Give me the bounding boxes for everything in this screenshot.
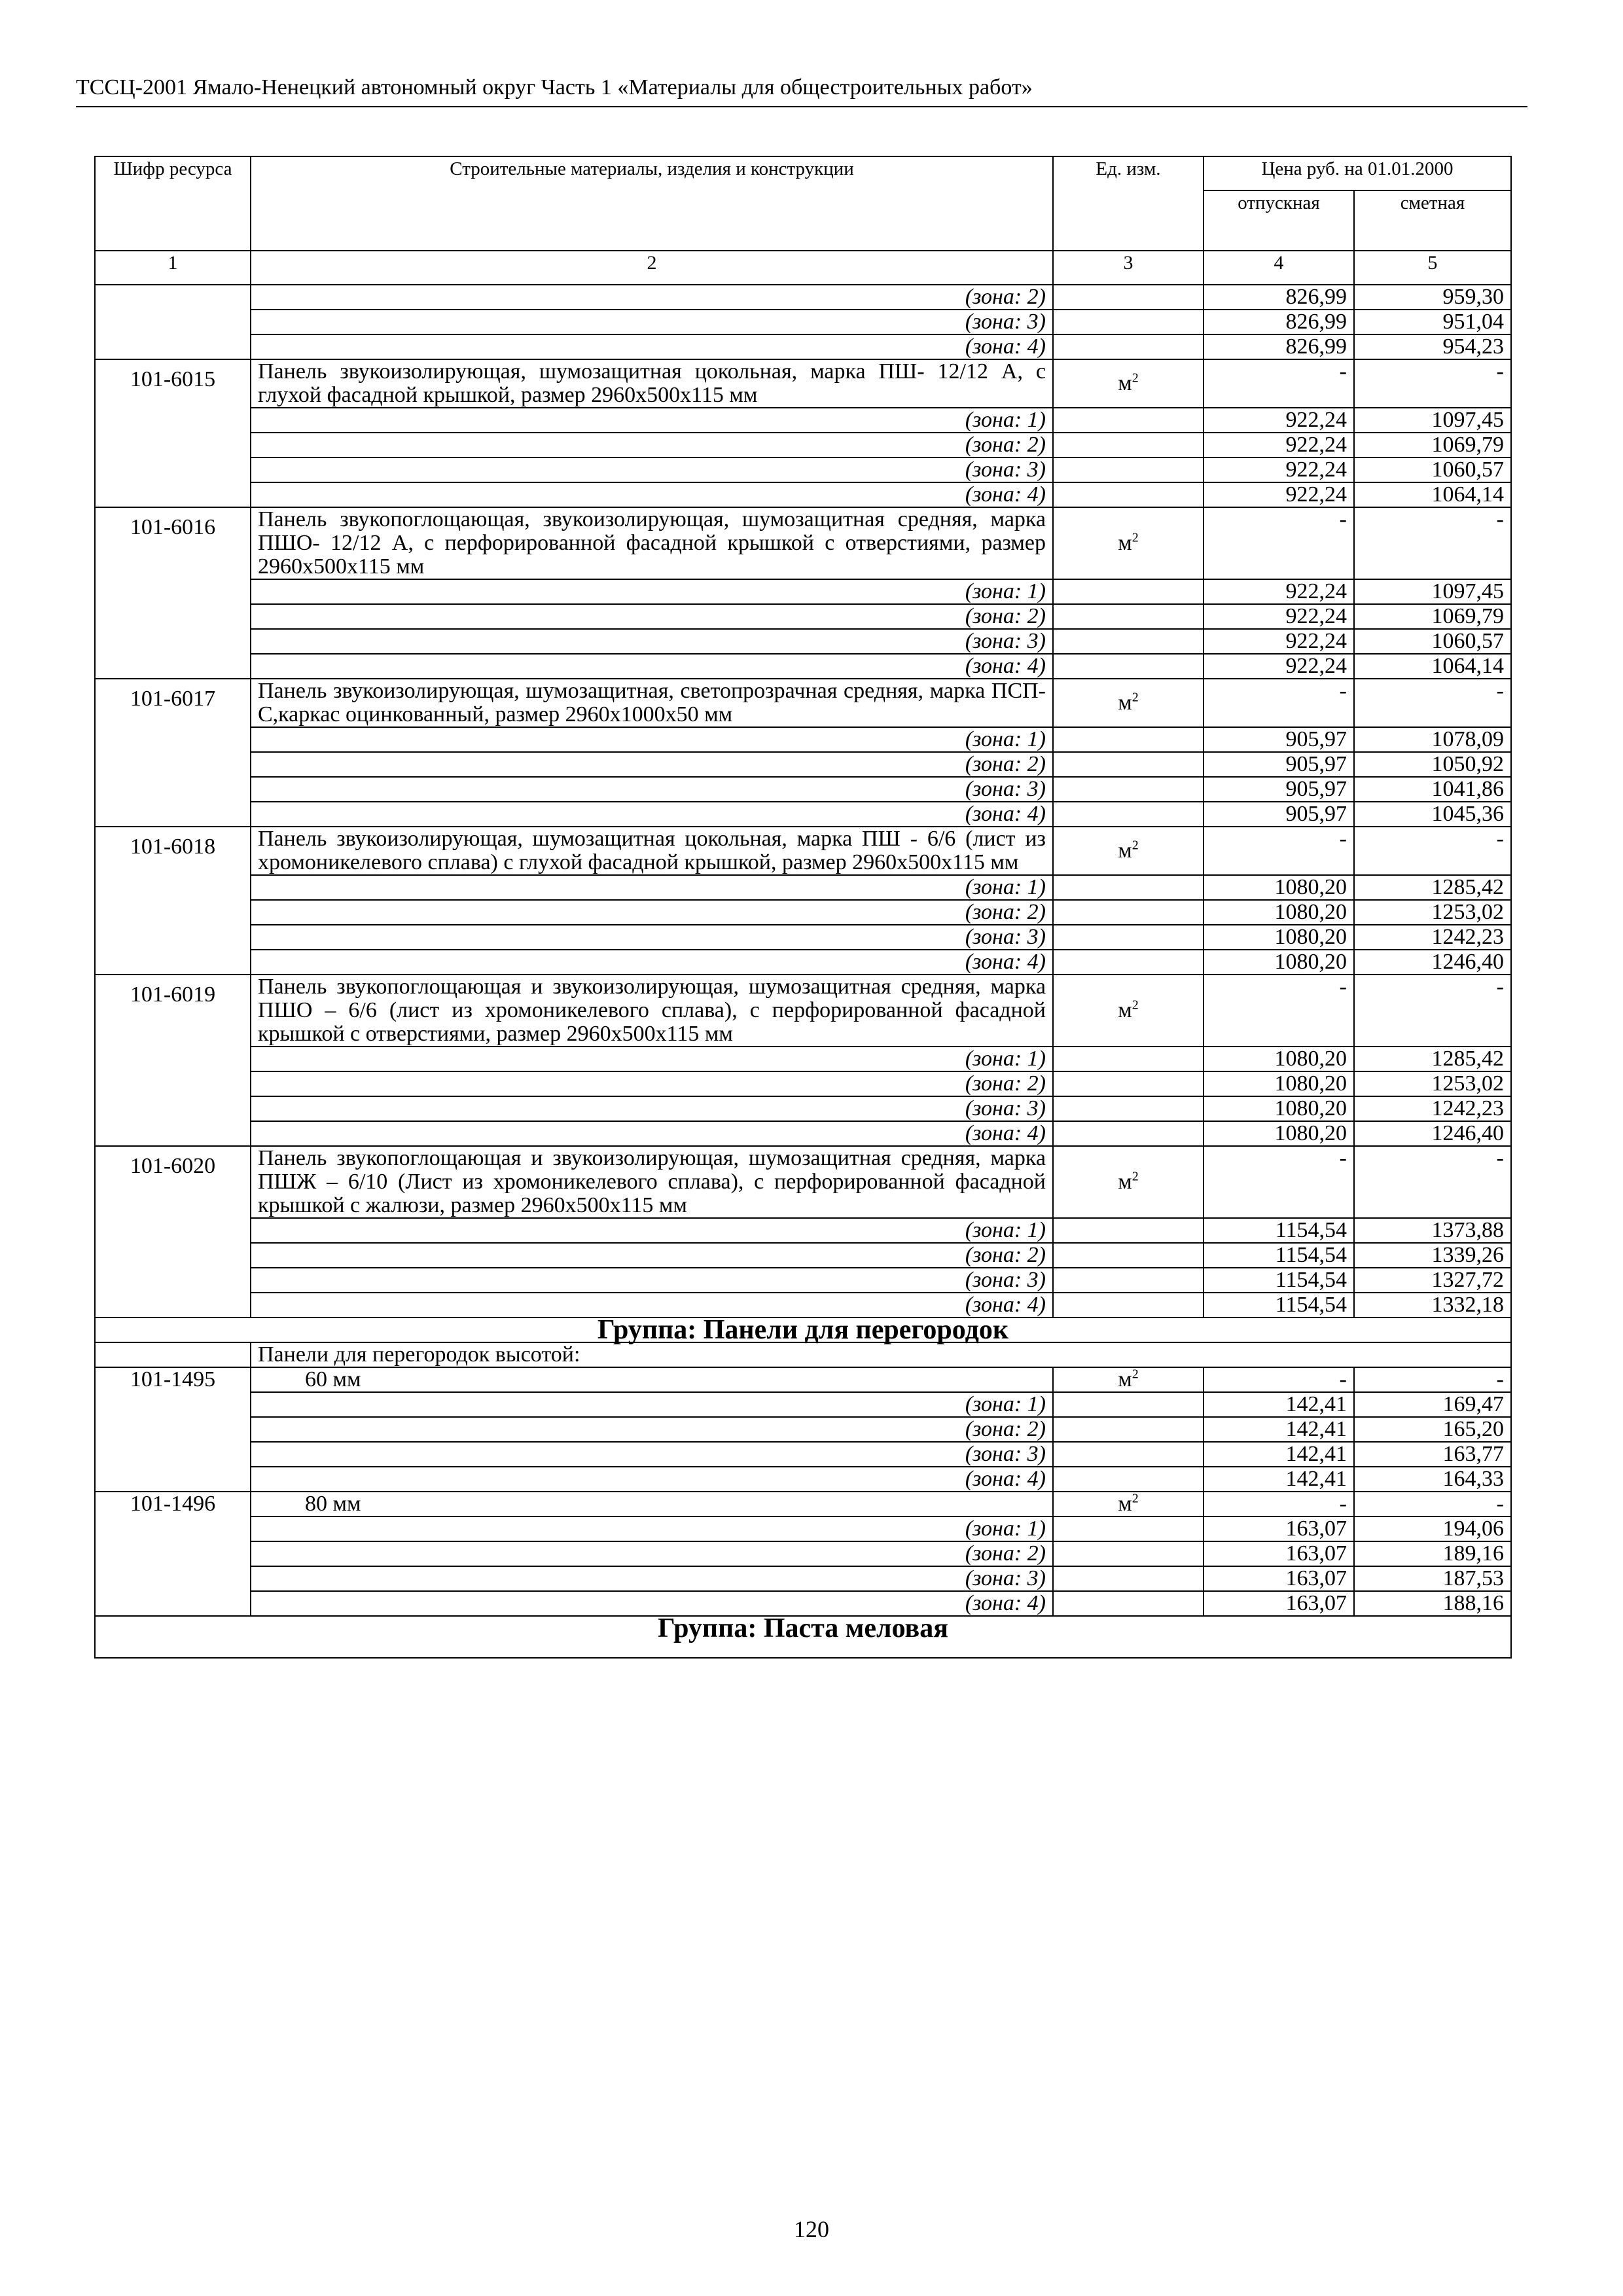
release-price: 142,41 <box>1204 1417 1354 1442</box>
header-code: Шифр ресурса <box>95 156 251 251</box>
zone-row <box>95 1541 1511 1566</box>
header-release-price: отпускная <box>1204 190 1354 251</box>
estimate-price: 1064,14 <box>1354 654 1511 679</box>
unit-text: м <box>1118 1492 1132 1516</box>
zone-label: (зона: 4) <box>251 482 1053 507</box>
zone-row <box>95 654 1511 679</box>
material-description: Панель звукопоглощающая и звукоизолирующая, шумозащитная средняя, марка ПШЖ – 6/10 (Лист из хромоникелевого сплава), с перфорированной фасадной крышкой с жалюзи, размер 2960х500х115 мм <box>251 1146 1053 1218</box>
zone-row <box>95 629 1511 654</box>
unit-cell <box>1053 1096 1204 1121</box>
unit-exponent: 2 <box>1132 1491 1139 1506</box>
release-price: - <box>1204 827 1354 875</box>
header-price: Цена руб. на 01.01.2000 <box>1204 156 1511 190</box>
unit-cell <box>1053 1516 1204 1541</box>
zone-row <box>95 950 1511 975</box>
resource-code: 101-1496 <box>95 1492 251 1616</box>
release-price: 922,24 <box>1204 579 1354 604</box>
unit-text: м <box>1118 998 1132 1022</box>
column-number: 3 <box>1053 251 1204 285</box>
unit-cell <box>1053 310 1204 334</box>
estimate-price: 1041,86 <box>1354 777 1511 802</box>
zone-row <box>95 334 1511 359</box>
unit-cell <box>1053 1492 1204 1516</box>
unit-cell <box>1053 1367 1204 1392</box>
estimate-price: 164,33 <box>1354 1467 1511 1492</box>
estimate-price: - <box>1354 679 1511 727</box>
estimate-price: - <box>1354 1146 1511 1218</box>
group-title: Группа: Панели для перегородок <box>95 1318 1511 1342</box>
unit-cell <box>1053 1293 1204 1318</box>
material-description: 80 мм <box>251 1492 1053 1516</box>
zone-label: (зона: 3) <box>251 1096 1053 1121</box>
unit-cell <box>1053 1442 1204 1467</box>
zone-label: (зона: 2) <box>251 900 1053 925</box>
estimate-price: 1242,23 <box>1354 1096 1511 1121</box>
release-price: 163,07 <box>1204 1516 1354 1541</box>
release-price: 905,97 <box>1204 802 1354 827</box>
estimate-price: - <box>1354 1492 1511 1516</box>
zone-row <box>95 900 1511 925</box>
estimate-price: 188,16 <box>1354 1591 1511 1616</box>
zone-label: (зона: 4) <box>251 334 1053 359</box>
unit-cell <box>1053 1268 1204 1293</box>
unit-cell <box>1053 1591 1204 1616</box>
zone-label: (зона: 3) <box>251 1442 1053 1467</box>
item-row <box>95 827 1511 875</box>
unit-cell <box>1053 507 1204 579</box>
unit-cell <box>1053 1243 1204 1268</box>
release-price: 1154,54 <box>1204 1218 1354 1243</box>
unit-cell <box>1053 457 1204 482</box>
release-price: 922,24 <box>1204 604 1354 629</box>
unit-cell <box>1053 1467 1204 1492</box>
estimate-price: 1332,18 <box>1354 1293 1511 1318</box>
unit-cell <box>1053 629 1204 654</box>
estimate-price: - <box>1354 1367 1511 1392</box>
release-price: - <box>1204 1492 1354 1516</box>
unit-cell <box>1053 1071 1204 1096</box>
unit-cell <box>1053 752 1204 777</box>
release-price: 142,41 <box>1204 1392 1354 1417</box>
zone-label: (зона: 4) <box>251 1293 1053 1318</box>
resource-code: 101-6017 <box>95 679 251 827</box>
unit-cell <box>1053 1392 1204 1417</box>
release-price: 163,07 <box>1204 1591 1354 1616</box>
zone-label: (зона: 1) <box>251 875 1053 900</box>
group-intro: Панели для перегородок высотой: <box>251 1342 1511 1367</box>
column-number: 2 <box>251 251 1053 285</box>
zone-row <box>95 1293 1511 1318</box>
unit-cell <box>1053 579 1204 604</box>
unit-cell <box>1053 482 1204 507</box>
release-price: 922,24 <box>1204 457 1354 482</box>
release-price: 142,41 <box>1204 1467 1354 1492</box>
estimate-price: 1327,72 <box>1354 1268 1511 1293</box>
unit-text: м <box>1118 1170 1132 1194</box>
unit-exponent: 2 <box>1132 838 1139 853</box>
estimate-price: 1253,02 <box>1354 1071 1511 1096</box>
zone-row <box>95 482 1511 507</box>
zone-label: (зона: 2) <box>251 1071 1053 1096</box>
zone-row <box>95 457 1511 482</box>
group-intro-row <box>95 1342 1511 1367</box>
zone-label: (зона: 1) <box>251 1516 1053 1541</box>
release-price: 1080,20 <box>1204 900 1354 925</box>
zone-row <box>95 1467 1511 1492</box>
zone-label: (зона: 4) <box>251 1121 1053 1146</box>
unit-cell <box>1053 1047 1204 1071</box>
estimate-price: 959,30 <box>1354 285 1511 310</box>
estimate-price: 187,53 <box>1354 1566 1511 1591</box>
zone-label: (зона: 3) <box>251 629 1053 654</box>
group-title-row <box>95 1616 1511 1658</box>
zone-label: (зона: 2) <box>251 752 1053 777</box>
item-row <box>95 1492 1511 1516</box>
unit-text: м <box>1118 838 1132 863</box>
price-table <box>94 156 1512 1659</box>
estimate-price: 1246,40 <box>1354 950 1511 975</box>
zone-label: (зона: 3) <box>251 925 1053 950</box>
unit-cell <box>1053 1417 1204 1442</box>
release-price: - <box>1204 1146 1354 1218</box>
resource-code: 101-6020 <box>95 1146 251 1318</box>
zone-label: (зона: 4) <box>251 950 1053 975</box>
zone-label: (зона: 2) <box>251 1243 1053 1268</box>
resource-code: 101-6015 <box>95 359 251 507</box>
zone-row <box>95 1121 1511 1146</box>
zone-label: (зона: 3) <box>251 777 1053 802</box>
zone-row <box>95 310 1511 334</box>
material-description: Панель звукоизолирующая, шумозащитная цокольная, марка ПШ- 12/12 А, с глухой фасадной крышкой, размер 2960х500х115 мм <box>251 359 1053 408</box>
unit-exponent: 2 <box>1132 1367 1139 1382</box>
release-price: 826,99 <box>1204 334 1354 359</box>
estimate-price: 163,77 <box>1354 1442 1511 1467</box>
item-row <box>95 1367 1511 1392</box>
unit-cell <box>1053 1566 1204 1591</box>
unit-exponent: 2 <box>1132 1169 1139 1184</box>
zone-label: (зона: 2) <box>251 433 1053 457</box>
unit-cell <box>1053 359 1204 408</box>
zone-row <box>95 1071 1511 1096</box>
zone-label: (зона: 4) <box>251 1591 1053 1616</box>
unit-cell <box>1053 1146 1204 1218</box>
release-price: 826,99 <box>1204 285 1354 310</box>
zone-row <box>95 1417 1511 1442</box>
zone-label: (зона: 1) <box>251 1392 1053 1417</box>
zone-row <box>95 1218 1511 1243</box>
material-description: Панель звукопоглощающая и звукоизолирующая, шумозащитная средняя, марка ПШО – 6/6 (лист из хромоникелевого сплава), с перфорированной фасадной крышкой с отверстиями, размер 2960х500х115 мм <box>251 975 1053 1047</box>
estimate-price: 1339,26 <box>1354 1243 1511 1268</box>
release-price: 1080,20 <box>1204 875 1354 900</box>
estimate-price: 1097,45 <box>1354 579 1511 604</box>
unit-cell <box>1053 925 1204 950</box>
zone-label: (зона: 3) <box>251 457 1053 482</box>
zone-row <box>95 1268 1511 1293</box>
unit-cell <box>1053 1121 1204 1146</box>
zone-row <box>95 1096 1511 1121</box>
estimate-price: 1285,42 <box>1354 875 1511 900</box>
zone-row <box>95 925 1511 950</box>
item-row <box>95 679 1511 727</box>
unit-text: м <box>1118 1367 1132 1391</box>
table-header-row <box>95 156 1511 190</box>
release-price: 1080,20 <box>1204 1121 1354 1146</box>
release-price: 922,24 <box>1204 654 1354 679</box>
unit-cell <box>1053 777 1204 802</box>
estimate-price: 194,06 <box>1354 1516 1511 1541</box>
release-price: - <box>1204 975 1354 1047</box>
unit-text: м <box>1118 691 1132 715</box>
zone-row <box>95 579 1511 604</box>
estimate-price: 1069,79 <box>1354 433 1511 457</box>
release-price: 1080,20 <box>1204 925 1354 950</box>
estimate-price: 165,20 <box>1354 1417 1511 1442</box>
zone-label: (зона: 4) <box>251 802 1053 827</box>
zone-row <box>95 1516 1511 1541</box>
release-price: - <box>1204 1367 1354 1392</box>
release-price: 922,24 <box>1204 482 1354 507</box>
estimate-price: 951,04 <box>1354 310 1511 334</box>
column-number: 5 <box>1354 251 1511 285</box>
unit-cell <box>1053 604 1204 629</box>
header-unit: Ед. изм. <box>1053 156 1204 251</box>
zone-label: (зона: 4) <box>251 1467 1053 1492</box>
release-price: 163,07 <box>1204 1541 1354 1566</box>
zone-row <box>95 1566 1511 1591</box>
estimate-price: - <box>1354 507 1511 579</box>
estimate-price: 1097,45 <box>1354 408 1511 433</box>
release-price: 1080,20 <box>1204 950 1354 975</box>
release-price: 905,97 <box>1204 727 1354 752</box>
zone-label: (зона: 1) <box>251 1218 1053 1243</box>
page-header: ТССЦ-2001 Ямало-Ненецкий автономный округ Часть 1 «Материалы для общестроительных работ» <box>76 73 1527 107</box>
release-price: 1154,54 <box>1204 1243 1354 1268</box>
unit-exponent: 2 <box>1132 690 1139 705</box>
zone-row <box>95 1591 1511 1616</box>
release-price: 1154,54 <box>1204 1268 1354 1293</box>
unit-exponent: 2 <box>1132 997 1139 1013</box>
unit-cell <box>1053 950 1204 975</box>
zone-label: (зона: 3) <box>251 1566 1053 1591</box>
zone-label: (зона: 1) <box>251 579 1053 604</box>
unit-cell <box>1053 408 1204 433</box>
header-estimate-price: сметная <box>1354 190 1511 251</box>
unit-text: м <box>1118 371 1132 395</box>
unit-cell <box>1053 679 1204 727</box>
resource-code: 101-6016 <box>95 507 251 679</box>
estimate-price: 1373,88 <box>1354 1218 1511 1243</box>
zone-row <box>95 433 1511 457</box>
estimate-price: 1050,92 <box>1354 752 1511 777</box>
column-number: 4 <box>1204 251 1354 285</box>
zone-label: (зона: 2) <box>251 604 1053 629</box>
resource-code <box>95 285 251 359</box>
estimate-price: 954,23 <box>1354 334 1511 359</box>
release-price: 142,41 <box>1204 1442 1354 1467</box>
zone-row <box>95 1243 1511 1268</box>
material-description: Панель звукопоглощающая, звукоизолирующая, шумозащитная средняя, марка ПШО- 12/12 А, с перфорированной фасадной крышкой с отверстиями, размер 2960х500х115 мм <box>251 507 1053 579</box>
unit-text: м <box>1118 531 1132 555</box>
estimate-price: 1242,23 <box>1354 925 1511 950</box>
release-price: - <box>1204 359 1354 408</box>
estimate-price: 169,47 <box>1354 1392 1511 1417</box>
release-price: 905,97 <box>1204 777 1354 802</box>
estimate-price: 1253,02 <box>1354 900 1511 925</box>
zone-row <box>95 1047 1511 1071</box>
item-row <box>95 359 1511 408</box>
zone-label: (зона: 2) <box>251 1541 1053 1566</box>
resource-code: 101-6018 <box>95 827 251 975</box>
item-row <box>95 1146 1511 1218</box>
unit-cell <box>1053 727 1204 752</box>
zone-row <box>95 752 1511 777</box>
unit-cell <box>1053 1218 1204 1243</box>
material-description: Панель звукоизолирующая, шумозащитная цокольная, марка ПШ - 6/6 (лист из хромоникелевого сплава) с глухой фасадной крышкой, размер 2960х500х115 мм <box>251 827 1053 875</box>
page-number: 120 <box>794 2216 829 2242</box>
unit-cell <box>1053 433 1204 457</box>
estimate-price: - <box>1354 359 1511 408</box>
unit-cell <box>1053 975 1204 1047</box>
zone-row <box>95 875 1511 900</box>
column-number: 1 <box>95 251 251 285</box>
zone-label: (зона: 1) <box>251 1047 1053 1071</box>
release-price: 922,24 <box>1204 629 1354 654</box>
estimate-price: - <box>1354 827 1511 875</box>
estimate-price: 1060,57 <box>1354 457 1511 482</box>
zone-row <box>95 727 1511 752</box>
unit-cell <box>1053 900 1204 925</box>
unit-cell <box>1053 654 1204 679</box>
zone-label: (зона: 4) <box>251 654 1053 679</box>
material-description: Панель звукоизолирующая, шумозащитная, светопрозрачная средняя, марка ПСП-С,каркас оцинкованный, размер 2960х1000х50 мм <box>251 679 1053 727</box>
zone-row <box>95 1442 1511 1467</box>
zone-label: (зона: 1) <box>251 727 1053 752</box>
release-price: 905,97 <box>1204 752 1354 777</box>
release-price: 826,99 <box>1204 310 1354 334</box>
estimate-price: 1045,36 <box>1354 802 1511 827</box>
zone-row <box>95 604 1511 629</box>
release-price: 1154,54 <box>1204 1293 1354 1318</box>
zone-row <box>95 285 1511 310</box>
unit-cell <box>1053 827 1204 875</box>
unit-cell <box>1053 802 1204 827</box>
release-price: - <box>1204 507 1354 579</box>
unit-exponent: 2 <box>1132 530 1139 545</box>
item-row <box>95 975 1511 1047</box>
zone-label: (зона: 1) <box>251 408 1053 433</box>
unit-cell <box>1053 285 1204 310</box>
zone-row <box>95 777 1511 802</box>
estimate-price: 1285,42 <box>1354 1047 1511 1071</box>
estimate-price: 1069,79 <box>1354 604 1511 629</box>
zone-label: (зона: 2) <box>251 1417 1053 1442</box>
release-price: 922,24 <box>1204 433 1354 457</box>
estimate-price: 1064,14 <box>1354 482 1511 507</box>
group-title-row <box>95 1318 1511 1342</box>
zone-label: (зона: 3) <box>251 310 1053 334</box>
group-title: Группа: Паста меловая <box>95 1616 1511 1658</box>
release-price: 922,24 <box>1204 408 1354 433</box>
unit-cell <box>1053 334 1204 359</box>
release-price: 1080,20 <box>1204 1071 1354 1096</box>
material-description: 60 мм <box>251 1367 1053 1392</box>
release-price: 1080,20 <box>1204 1047 1354 1071</box>
estimate-price: 1078,09 <box>1354 727 1511 752</box>
resource-code: 101-6019 <box>95 975 251 1146</box>
estimate-price: 1246,40 <box>1354 1121 1511 1146</box>
estimate-price: - <box>1354 975 1511 1047</box>
resource-code <box>95 1342 251 1367</box>
estimate-price: 1060,57 <box>1354 629 1511 654</box>
unit-exponent: 2 <box>1132 370 1139 386</box>
zone-row <box>95 408 1511 433</box>
zone-label: (зона: 3) <box>251 1268 1053 1293</box>
zone-label: (зона: 2) <box>251 285 1053 310</box>
release-price: - <box>1204 679 1354 727</box>
column-number-row <box>95 251 1511 285</box>
estimate-price: 189,16 <box>1354 1541 1511 1566</box>
release-price: 1080,20 <box>1204 1096 1354 1121</box>
zone-row <box>95 802 1511 827</box>
item-row <box>95 507 1511 579</box>
unit-cell <box>1053 1541 1204 1566</box>
release-price: 163,07 <box>1204 1566 1354 1591</box>
unit-cell <box>1053 875 1204 900</box>
resource-code: 101-1495 <box>95 1367 251 1492</box>
header-name: Строительные материалы, изделия и конструкции <box>251 156 1053 251</box>
zone-row <box>95 1392 1511 1417</box>
